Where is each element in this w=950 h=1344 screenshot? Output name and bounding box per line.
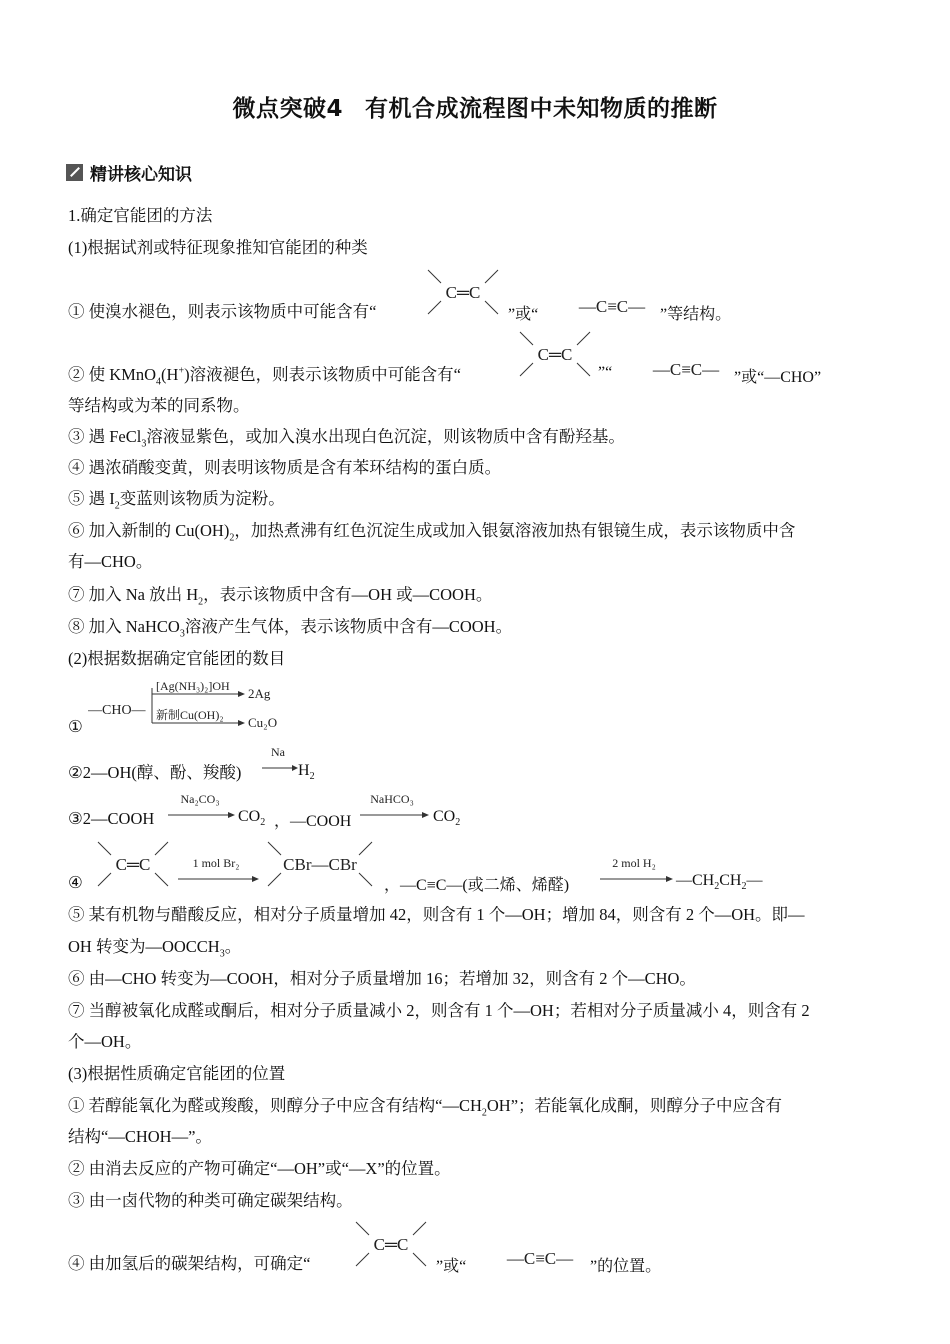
nahco3-reagent: NaHCO₃	[370, 792, 414, 806]
br2-arrow	[176, 855, 262, 889]
na-arrow	[260, 744, 300, 778]
subheading-3: (3)根据性质确定官能团的位置	[68, 1064, 286, 1083]
count-7: ⑦ 当醇被氧化成醛或酮后，相对分子质量减小 2，则含有 1 个—OH；若相对分子质量减小 4，则含有 2	[68, 1001, 810, 1020]
count-3: ③2—COOH	[68, 809, 155, 828]
count-1-num: ①	[68, 717, 83, 736]
position-1: ① 若醇能氧化为醛或羧酸，则醇分子中应含有结构“$—CH_2OH$”；若能氧化成酮，则醇分子中应含有	[68, 1096, 783, 1119]
na2co3-reagent: Na₂CO₃	[180, 792, 220, 806]
position-4: ④ 由加氢后的碳架结构，可确定“	[68, 1254, 311, 1273]
alkene-structure-2	[514, 330, 596, 380]
count-4-num: ④	[68, 873, 83, 892]
alkene-label: C═C	[373, 1235, 409, 1254]
count-7-cont: 个—OH。	[68, 1032, 142, 1051]
position-3: ③ 由一卤代物的种类可确定碳架结构。	[68, 1191, 353, 1210]
position-4-or: ”或“	[436, 1258, 467, 1275]
count-3-p1: $CO_2$	[238, 808, 266, 829]
count-5-cont: OH 转变为$—OOCCH_3$。	[68, 937, 242, 960]
alkene-label: C═C	[115, 855, 151, 874]
alkyne-structure-1	[568, 292, 656, 318]
subheading-1: (1)根据试剂或特征现象推知官能团的种类	[68, 238, 368, 257]
item-2-end: ”或“—CHO”	[734, 369, 822, 386]
br2-reagent: 1 mol Br₂	[192, 856, 240, 870]
alkene-structure-4	[350, 1220, 432, 1270]
alkyne-label: —C≡C—	[506, 1249, 574, 1268]
count-2: ②2—OH(醇、酚、羧酸)	[68, 763, 242, 782]
count-2-product: $H_2$	[298, 762, 315, 783]
bottom-product: Cu₂O	[248, 715, 278, 730]
item-3: ③ 遇 FeCl$_3$溶液显紫色，或加入溴水出现白色沉淀，则该物质中含有酚羟基。	[68, 427, 625, 450]
cho-reaction-diagram	[88, 676, 288, 732]
count-6: ⑥ 由—CHO 转变为—COOH，相对分子质量增加 16；若增加 32，则含有 2 个—CHO。	[68, 969, 696, 988]
count-5: ⑤ 某有机物与醋酸反应，相对分子质量增加 42，则含有 1 个—OH；增加 84，则含有 2 个—OH。即—	[68, 905, 805, 924]
section-header	[66, 160, 192, 184]
item-6: ⑥ 加入新制的 $Cu(OH)_2$，加热煮沸有红色沉淀生成或加入银氨溶液加热有银镜生成，表示该物质中含	[68, 521, 796, 544]
top-product: 2Ag	[248, 686, 271, 701]
bottom-reagent: 新制Cu(OH)₂	[156, 708, 224, 722]
title-part2: 有机合成流程图中未知物质的推断	[365, 96, 718, 122]
alkyne-label: —C≡C—	[652, 360, 720, 379]
heading-1: 1.确定官能团的方法	[68, 206, 213, 225]
pencil-icon	[66, 164, 83, 181]
alkene-structure-3	[92, 840, 174, 890]
count-3-mid: ，—COOH	[274, 813, 352, 830]
h2-reagent: 2 mol H₂	[612, 856, 656, 870]
item-1-end: ”等结构。	[660, 306, 732, 323]
title-part1: 微点突破4	[232, 96, 343, 122]
section-label: 精讲核心知识	[90, 164, 192, 185]
item-2-sep: ”“	[598, 364, 613, 381]
item-2: ② 使 KMnO$_4$(H+)溶液褪色，则表示该物质中可能含有“	[68, 365, 461, 388]
dibromide-structure	[262, 840, 378, 890]
item-1-or: ”或“	[508, 306, 539, 323]
item-8: ⑧ 加入 NaHCO$_3$溶液产生气体，表示该物质中含有—COOH。	[68, 617, 513, 640]
item-2-cont: 等结构或为苯的同系物。	[68, 396, 250, 415]
na2co3-arrow	[166, 791, 238, 825]
alkyne-label: —C≡C—	[578, 297, 646, 316]
item-1: ① 使溴水褪色，则表示该物质中可能含有“	[68, 302, 377, 321]
count-3-p2: $CO_2$	[433, 808, 461, 829]
nahco3-arrow	[358, 791, 432, 825]
item-7: ⑦ 加入 Na 放出 $H_2$，表示该物质中含有—OH 或—COOH。	[68, 585, 493, 608]
count-4-mid: ，—C≡C—(或二烯、烯醛)	[384, 877, 570, 894]
count-4-product: $—CH_2CH_2—$	[676, 872, 763, 893]
dibromide-label: CBr—CBr	[283, 855, 357, 874]
subheading-2: (2)根据数据确定官能团的数目	[68, 649, 286, 668]
position-2: ② 由消去反应的产物可确定“—OH”或“—X”的位置。	[68, 1159, 451, 1178]
alkyne-structure-2	[640, 355, 732, 381]
page-title	[0, 90, 950, 123]
position-1-cont: 结构“—CHOH—”。	[68, 1127, 212, 1146]
h2-arrow	[598, 855, 676, 889]
item-4: ④ 遇浓硝酸变黄，则表明该物质是含有苯环结构的蛋白质。	[68, 458, 502, 477]
alkene-structure-1	[422, 268, 504, 318]
alkyne-structure-3	[494, 1244, 586, 1270]
alkene-label: C═C	[537, 345, 573, 364]
item-6-cont: 有—CHO。	[68, 552, 153, 571]
alkene-label: C═C	[445, 283, 481, 302]
top-reagent: [Ag(NH₃)₂]OH	[156, 679, 230, 693]
cho-group: —CHO—	[88, 703, 146, 718]
item-5: ⑤ 遇 $I_2$变蓝则该物质为淀粉。	[68, 489, 285, 512]
position-4-end: ”的位置。	[590, 1258, 662, 1275]
na-reagent: Na	[271, 745, 285, 759]
